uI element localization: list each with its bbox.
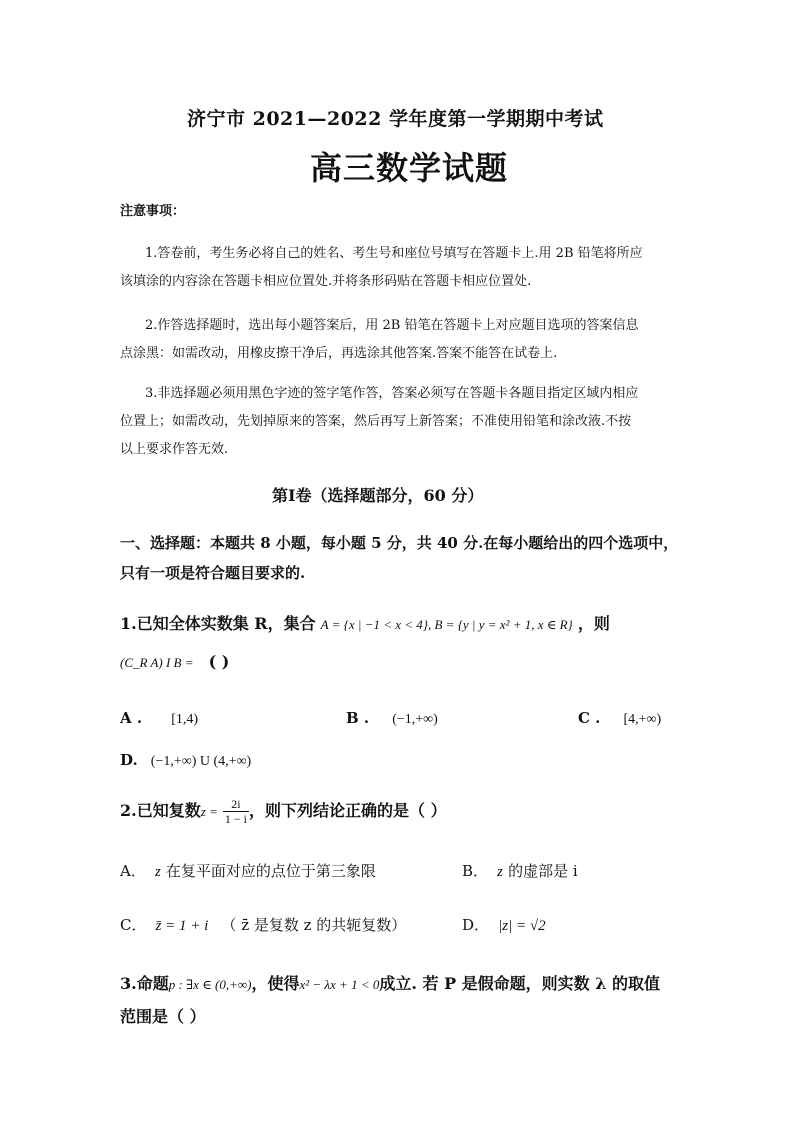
note-1-line-1: 1.答卷前，考生务必将自己的姓名、考生号和座位号填写在答题卡上.用 2B 铅笔将所应	[145, 246, 643, 261]
note-3-line-3: 以上要求作答无效.	[120, 442, 229, 457]
question-1-sets: A = {x | −1 < x < 4}, B = {y | y = x² + 1, x ∈ R}	[320, 617, 573, 632]
question-1-then: ，则	[577, 614, 610, 633]
part1-instruction-line-2: 只有一项是符合题目要求的.	[120, 564, 306, 582]
question-1-expression: (C_R A) I B =	[120, 655, 194, 670]
question-2-prompt: ，则下列结论正确的是（ ）	[249, 801, 447, 820]
question-2-option-b: B． z 的虚部是 i	[462, 862, 578, 880]
question-3-inequality: x² − λx + 1 < 0	[299, 977, 380, 992]
question-1-option-d: D. (−1,+∞) U (4,+∞)	[120, 751, 252, 769]
question-3-text: 3.命题	[120, 974, 169, 993]
exam-title: 济宁市 2021—2022 学年度第一学期期中考试	[187, 108, 604, 130]
note-2-line-1: 2.作答选择题时，选出每小题答案后，用 2B 铅笔在答题卡上对应题目选项的答案信息	[145, 318, 639, 333]
question-1-line-1	[120, 611, 610, 634]
question-2-fraction-denominator: 1 − i	[224, 812, 248, 826]
question-2-text: 2.已知复数	[120, 801, 201, 820]
part1-instruction-line-1: 一、选择题：本题共 8 小题，每小题 5 分，共 40 分.在每小题给出的四个选项中，	[120, 534, 679, 552]
question-1-option-c: C . [4,+∞)	[578, 709, 662, 727]
question-2-line-1	[120, 797, 447, 826]
exam-subtitle: 高三数学试题	[310, 149, 509, 187]
notes-heading: 注意事项：	[120, 204, 186, 219]
question-3-proposition: p : ∃x ∈ (0,+∞)	[168, 977, 252, 992]
question-1-text: 1.已知全体实数集 R，集合	[120, 614, 316, 633]
note-2-line-2: 点涂黑：如需改动，用橡皮擦干净后，再选涂其他答案.答案不能答在试卷上.	[120, 346, 558, 361]
question-2-option-a: A． z 在复平面对应的点位于第三象限	[120, 862, 376, 880]
question-1-option-b: B . (−1,+∞)	[346, 709, 438, 727]
question-1-line-2	[120, 652, 229, 671]
question-2-fraction-numerator: 2i	[223, 797, 249, 812]
question-2-fraction	[223, 797, 249, 826]
question-2-option-c: C． z̄ = 1 + i （ z̄ 是复数 z 的共轭复数）	[120, 916, 407, 934]
question-1-option-a: A . [1,4)	[120, 709, 199, 727]
question-2-z-eq: z =	[200, 804, 218, 819]
question-3-line-1: 3.命题p : ∃x ∈ (0,+∞)，使得x² − λx + 1 < 0成立. 若 P 是假命题，则实数 λ 的取值	[120, 974, 661, 993]
question-3-line-2: 范围是（ ）	[120, 1007, 206, 1026]
note-1-line-2: 该填涂的内容涂在答题卡相应位置处.并将条形码贴在答题卡相应位置处.	[120, 274, 532, 289]
note-3-line-2: 位置上；如需改动，先划掉原来的答案，然后再写上新答案；不准使用铅笔和涂改液.不按	[120, 414, 632, 429]
question-1-answer-paren: ( )	[208, 652, 230, 671]
part1-heading: 第Ⅰ卷（选择题部分，60 分）	[272, 486, 484, 505]
question-2-option-d: D． |z| = √2	[462, 916, 546, 934]
note-3-line-1: 3.非选择题必须用黑色字迹的签字笔作答，答案必须写在答题卡各题目指定区域内相应	[145, 386, 639, 401]
